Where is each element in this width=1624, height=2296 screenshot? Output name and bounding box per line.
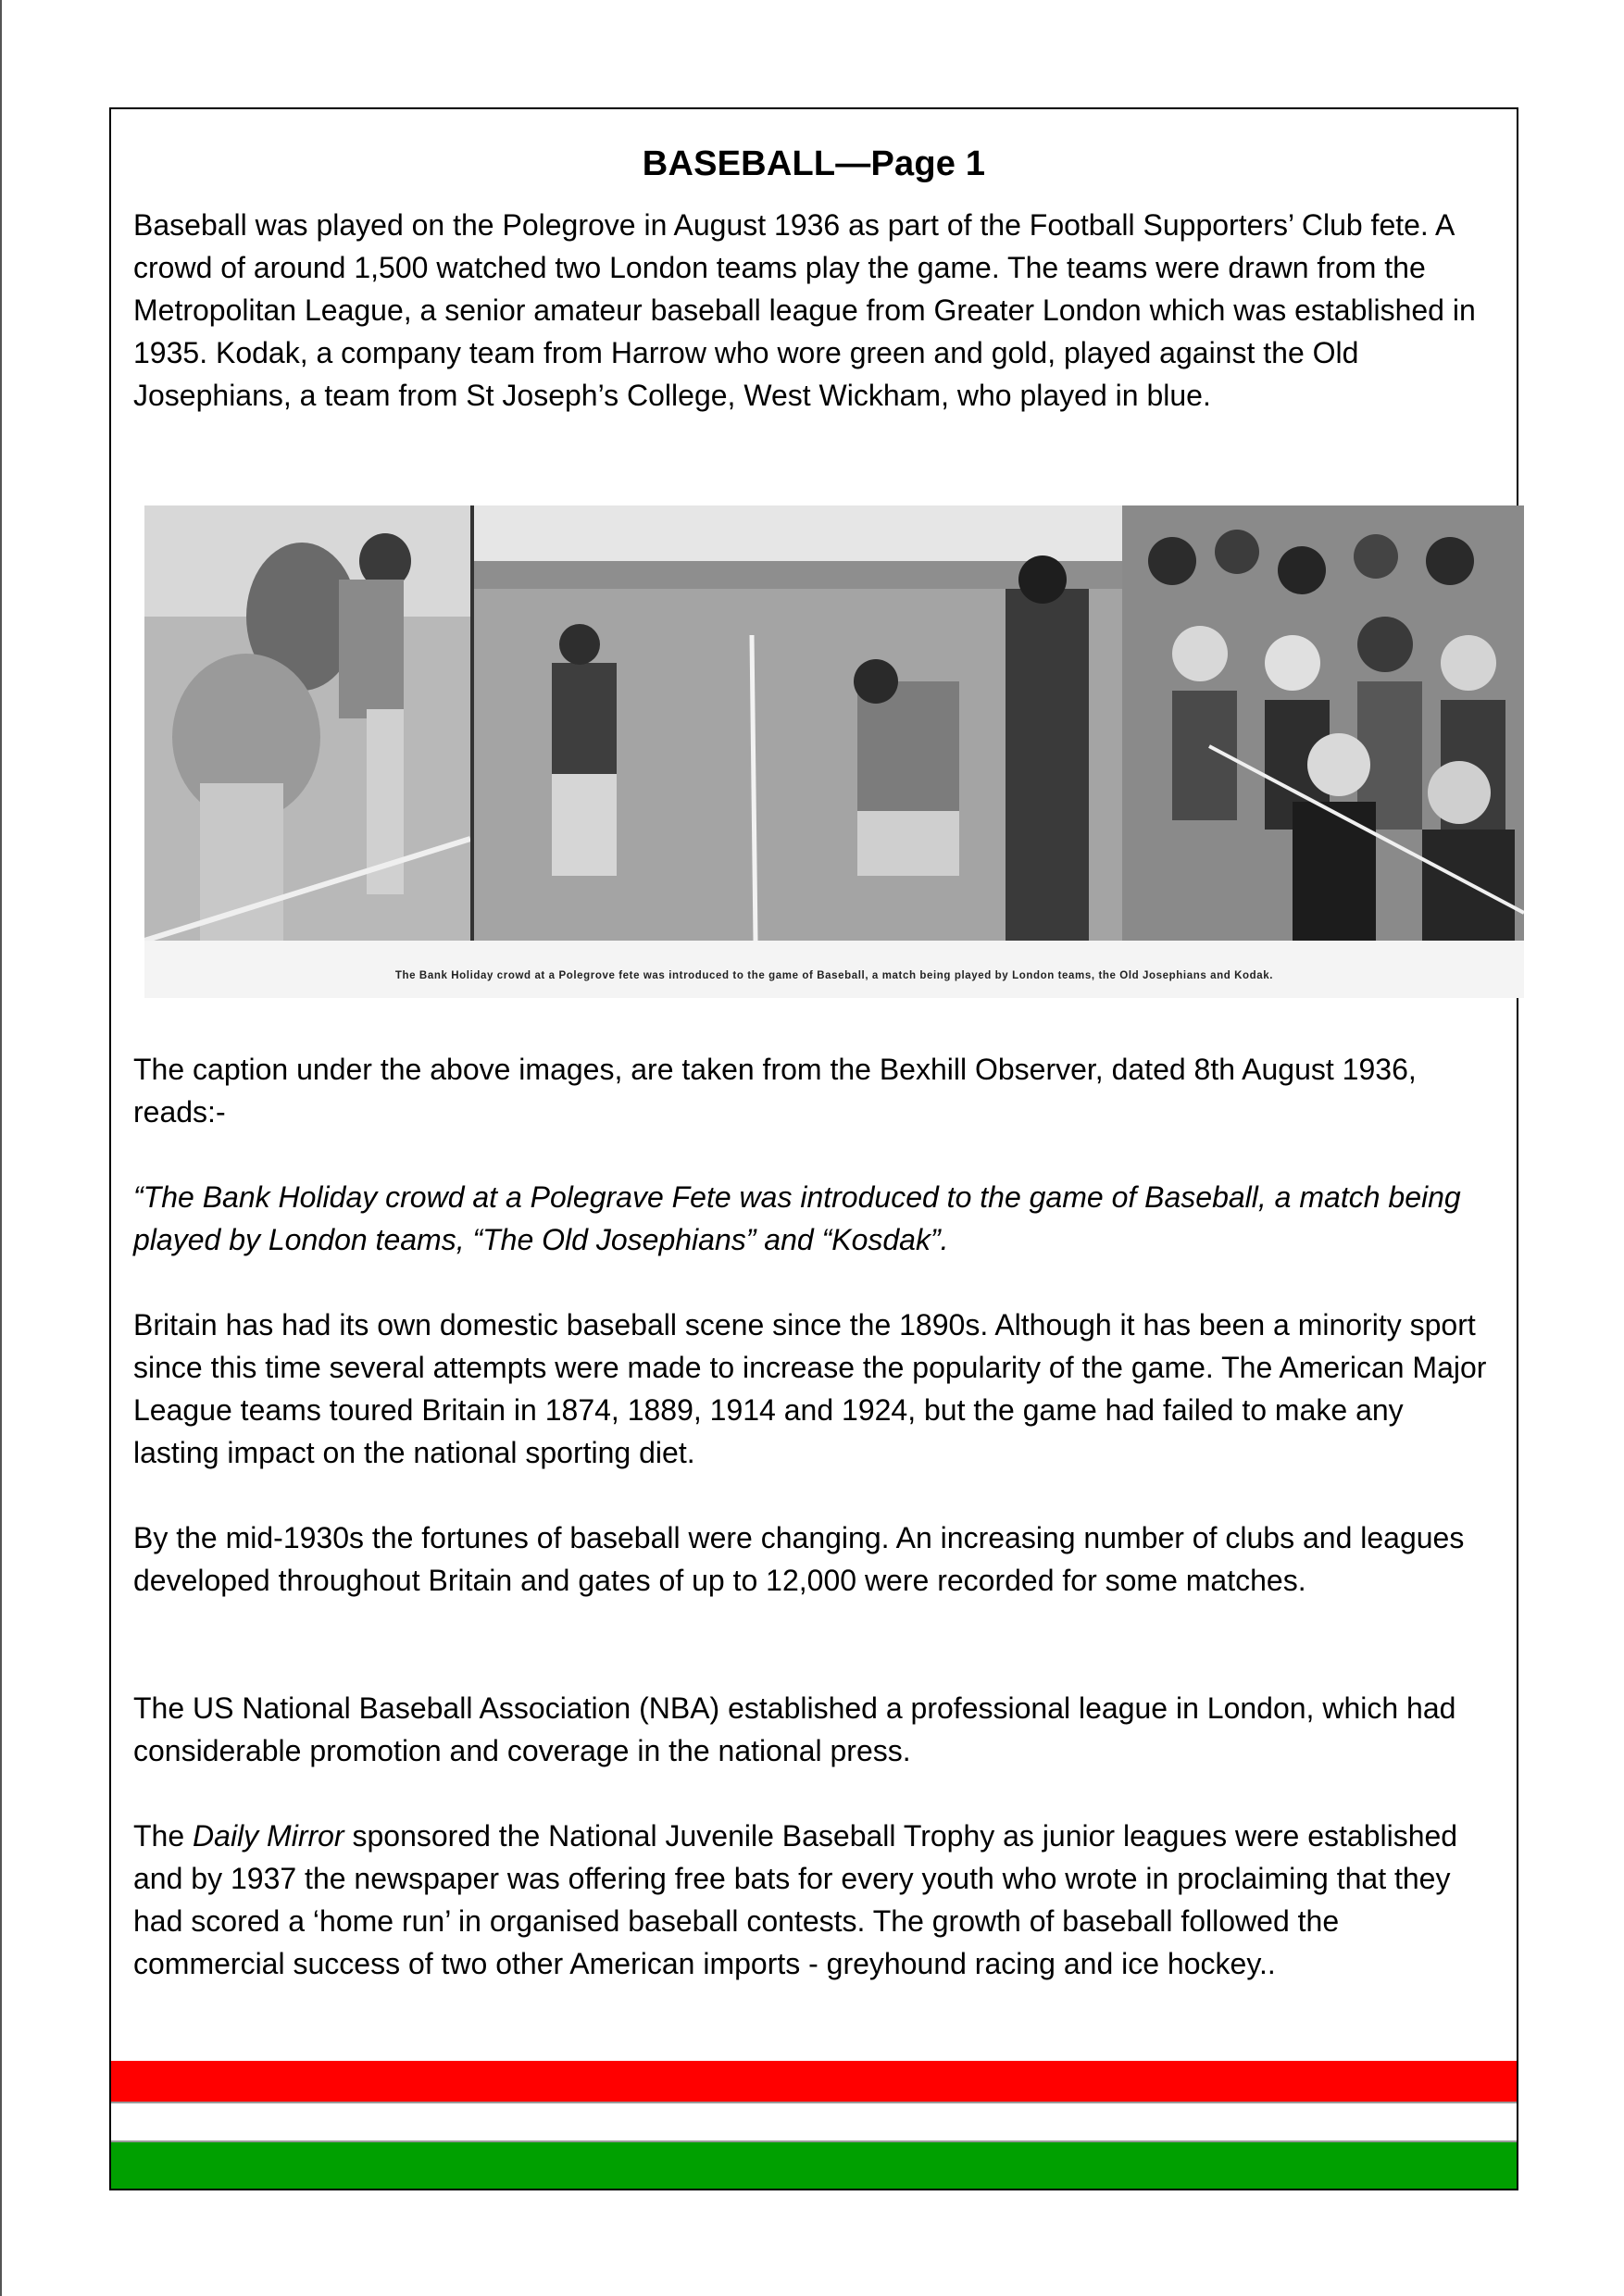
green-band xyxy=(111,2142,1517,2189)
quote-paragraph: “The Bank Holiday crowd at a Polegrave Fete was introduced to the game of Baseball, a match being played by London teams, “The Old Josephians” and “Kosdak”. xyxy=(133,1180,1461,1256)
intro-paragraph: Baseball was played on the Polegrove in August 1936 as part of the Football Supporters’ Club fete. A crowd of around 1,500 watched two London teams play the game. The teams were drawn from the Metropolitan League, a senior amateur baseball league from Greater London which was established in 1935. Kodak, a company team from Harrow who wore green and gold, played against the Old Josephians, a team from St Joseph’s College, West Wickham, who played in blue. xyxy=(133,208,1476,412)
caption-intro-paragraph: The caption under the above images, are taken from the Bexhill Observer, dated 8th August 1936, reads:- xyxy=(133,1053,1417,1129)
photo-caption: The Bank Holiday crowd at a Polegrove fete was introduced to the game of Baseball, a match being played by London teams, the Old Josephians and Kodak. xyxy=(394,970,1274,981)
mirror-prefix: The xyxy=(133,1819,194,1853)
red-band xyxy=(111,2061,1517,2102)
newspaper-photo xyxy=(144,505,1524,998)
daily-mirror-paragraph xyxy=(133,1815,1494,1985)
baseball-match-photo xyxy=(144,505,1524,998)
mirror-rest: sponsored the National Juvenile Baseball Trophy as junior leagues were established and by 1937 the newspaper was offering free bats for every youth who wrote in proclaiming that they had scored a ‘home run’ in organised baseball contests. The growth of baseball followed the commercial success of two other American imports - greyhound racing and ice hockey.. xyxy=(133,1819,1458,1980)
nba-paragraph: The US National Baseball Association (NBA) established a professional league in London, which had considerable promotion and coverage in the national press. xyxy=(133,1691,1456,1767)
britain-paragraph: Britain has had its own domestic baseball scene since the 1890s. Although it has been a minority sport since this time several attempts were made to increase the popularity of the game. The American Major League teams toured Britain in 1874, 1889, 1914 and 1924, but the game had failed to make any lasting impact on the national sporting diet. xyxy=(133,1308,1487,1469)
daily-mirror-title: Daily Mirror xyxy=(193,1819,344,1853)
mid-1930s-paragraph: By the mid-1930s the fortunes of baseball were changing. An increasing number of clubs and leagues developed throughout Britain and gates of up to 12,000 were recorded for some matches. xyxy=(133,1521,1465,1597)
page-title: BASEBALL—Page 1 xyxy=(642,144,986,183)
left-edge-rule xyxy=(0,0,2,2296)
page-frame xyxy=(109,107,1518,2190)
white-band xyxy=(111,2102,1517,2142)
